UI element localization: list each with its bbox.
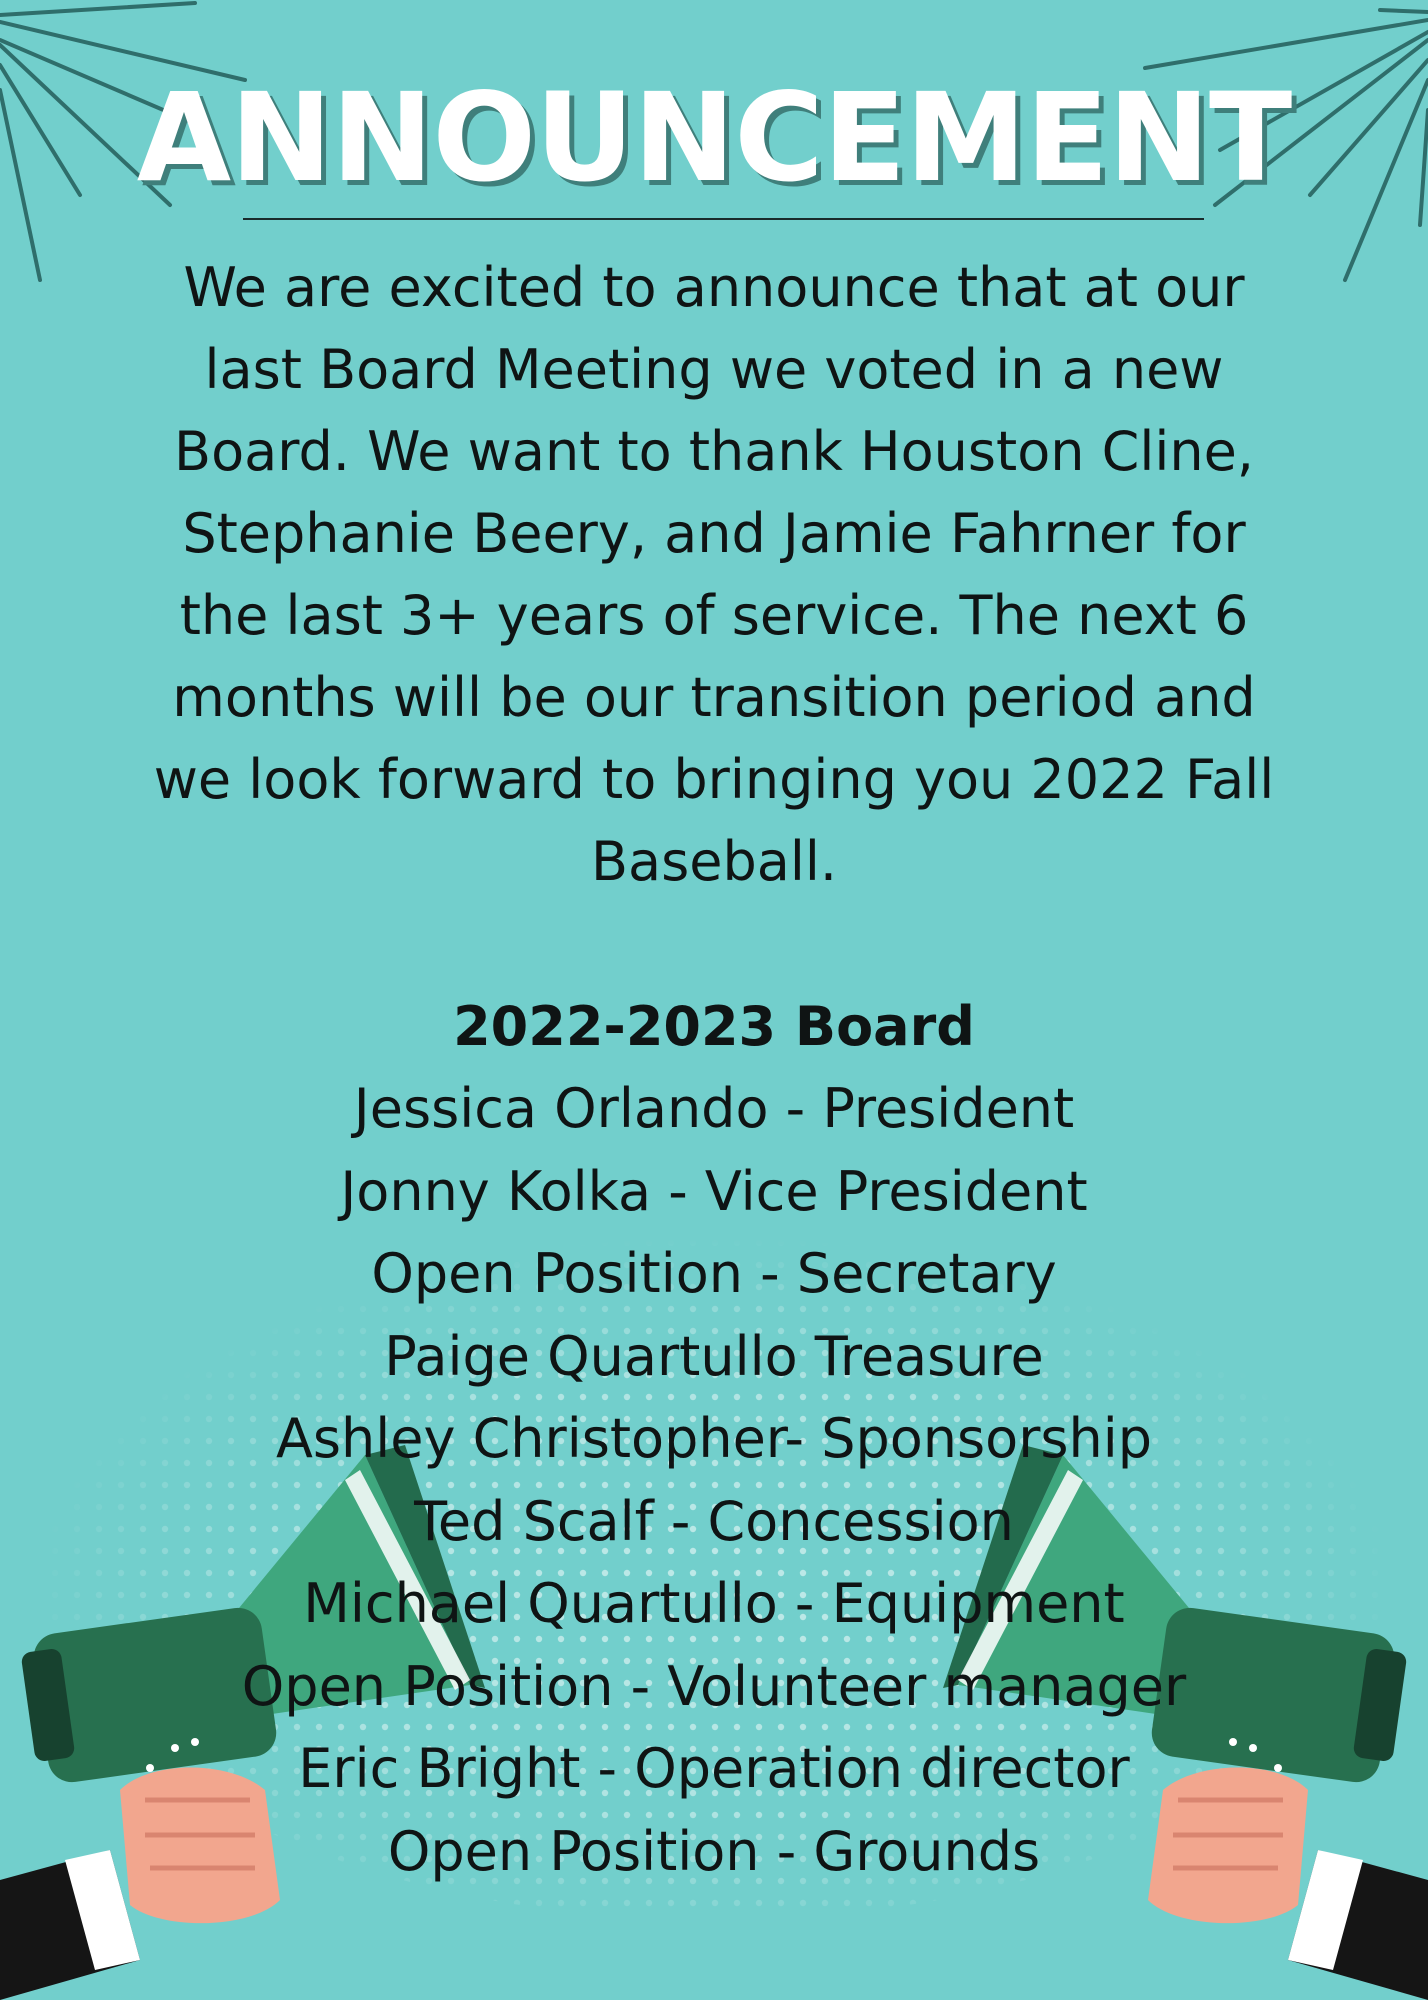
board-member: Jessica Orlando - President bbox=[353, 1077, 1075, 1140]
board-heading: 2022-2023 Board bbox=[453, 995, 975, 1058]
board-member: Open Position - Volunteer manager bbox=[241, 1654, 1187, 1718]
title-divider bbox=[243, 218, 1204, 220]
announcement-title: ANNOUNCEMENT bbox=[136, 67, 1292, 209]
board-member: Ashley Christopher- Sponsorship bbox=[275, 1407, 1153, 1470]
board-member: Michael Quartullo - Equipment bbox=[303, 1572, 1125, 1635]
board-member: Jonny Kolka - Vice President bbox=[340, 1159, 1088, 1223]
intro-paragraph: We are excited to announce that at our last Board Meeting we voted in a new Board. We want to thank Houston Cline, Stephanie Beery, and Jamie Fahrner for the last 3+ years of service. The next 6 months will be our transition period and we look forward to bringing you 2022 Fall Baseball. bbox=[153, 256, 1275, 893]
board-member-list bbox=[0, 1068, 1428, 1893]
board-member: Paige Quartullo Treasure bbox=[384, 1324, 1044, 1388]
board-member: Ted Scalf - Concession bbox=[414, 1489, 1014, 1553]
board-member: Open Position - Secretary bbox=[371, 1242, 1057, 1305]
board-member: Open Position - Grounds bbox=[387, 1819, 1041, 1883]
board-member: Eric Bright - Operation director bbox=[298, 1737, 1130, 1800]
